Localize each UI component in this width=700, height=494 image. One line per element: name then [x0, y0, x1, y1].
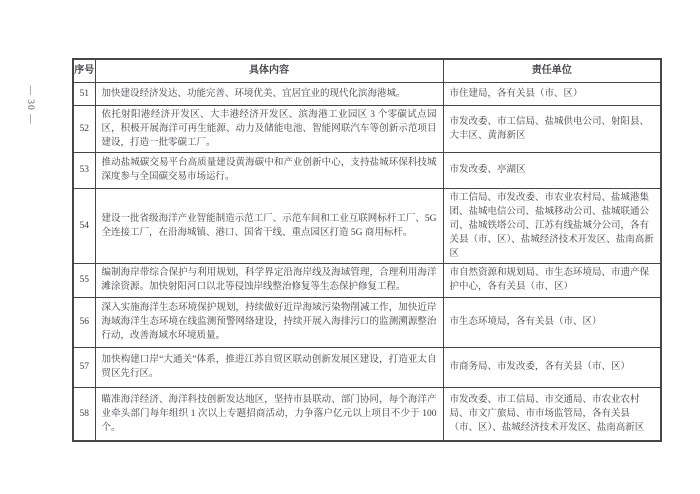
- table-header-row: [73, 59, 661, 82]
- content-text: 瞄准海洋经济、海洋科技创新发达地区，坚持市县联动、部门协同，每个海洋产业牵头部门每年组织 1 次以上专题招商活动，力争落户亿元以上项目不少于 100 个。: [95, 387, 443, 441]
- page-number: — 30 —: [25, 85, 35, 125]
- header-serial-number: 序号: [73, 59, 95, 82]
- responsible-unit-text: 市住建局，各有关县（市、区）: [443, 82, 661, 105]
- table-row: [73, 188, 661, 263]
- table-row: [73, 82, 661, 105]
- table-row: [73, 297, 661, 347]
- action-items-table: [72, 58, 662, 442]
- serial-number: 57: [73, 347, 95, 387]
- content-text: 建设一批省级海洋产业智能制造示范工厂、示范车间和工业互联网标杆工厂、5G 全连接工厂，在沿海城镇、港口、国省干线、重点园区打造 5G 商用标杆。: [95, 188, 443, 263]
- responsible-unit-text: 市生态环境局，各有关县（市、区）: [443, 297, 661, 347]
- serial-number: 55: [73, 263, 95, 297]
- serial-number: 52: [73, 105, 95, 152]
- table-row: [73, 347, 661, 387]
- serial-number: 51: [73, 82, 95, 105]
- serial-number: 56: [73, 297, 95, 347]
- responsible-unit-text: 市发改委、市工信局、市交通局、市农业农村局、市文广旅局、市市场监管局，各有关县（市、区）、盐城经济技术开发区、盐南高新区: [443, 387, 661, 441]
- responsible-unit-text: 市自然资源和规划局、市生态环境局、市遗产保护中心，各有关县（市、区）: [443, 263, 661, 297]
- table-row: [73, 152, 661, 188]
- content-text: 加快建设经济发达、功能完善、环境优美、宜居宜业的现代化滨海港城。: [95, 82, 443, 105]
- responsible-unit-text: 市商务局、市发改委，各有关县（市、区）: [443, 347, 661, 387]
- content-text: 加快构建口岸“大通关”体系，推进江苏自贸区联动创新发展区建设，打造亚太自贸区先行区。: [95, 347, 443, 387]
- table-row: [73, 263, 661, 297]
- table-row: [73, 387, 661, 441]
- serial-number: 53: [73, 152, 95, 188]
- responsible-unit-text: 市发改委、亭湖区: [443, 152, 661, 188]
- table-row: [73, 105, 661, 152]
- header-responsible-unit: 责任单位: [443, 59, 661, 82]
- responsible-unit-text: 市发改委、市工信局、盐城供电公司、射阳县、大丰区、黄海新区: [443, 105, 661, 152]
- content-text: 依托射阳港经济开发区、大丰港经济开发区、滨海港工业园区 3 个零碳试点园区，积极开展海洋可再生能源、动力及储能电池、智能网联汽车等创新示范项目建设，打造一批零碳工厂。: [95, 105, 443, 152]
- content-text: 推动盐城碳交易平台高质量建设黄海碳中和产业创新中心，支持盐城环保科技城深度参与全国碳交易市场运行。: [95, 152, 443, 188]
- header-content: 具体内容: [95, 59, 443, 82]
- content-text: 深入实施海洋生态环境保护规划，持续做好近岸海域污染物削减工作，加快近岸海域海洋生态环境在线监测预警网络建设，持续开展入海排污口的监测溯源整治行动，改善海域水环境质量。: [95, 297, 443, 347]
- responsible-unit-text: 市工信局、市发改委、市农业农村局、盐城港集团、盐城电信公司、盐城移动公司、盐城联通公司、盐城铁塔公司、江苏有线盐城分公司，各有关县（市、区）、盐城经济技术开发区、盐南高新区: [443, 188, 661, 263]
- content-text: 编制海岸带综合保护与利用规划，科学界定沿海岸线及海域管理，合理利用海洋滩涂资源。加快射阳河口以北等侵蚀岸线整治修复等生态保护修复工程。: [95, 263, 443, 297]
- serial-number: 54: [73, 188, 95, 263]
- serial-number: 58: [73, 387, 95, 441]
